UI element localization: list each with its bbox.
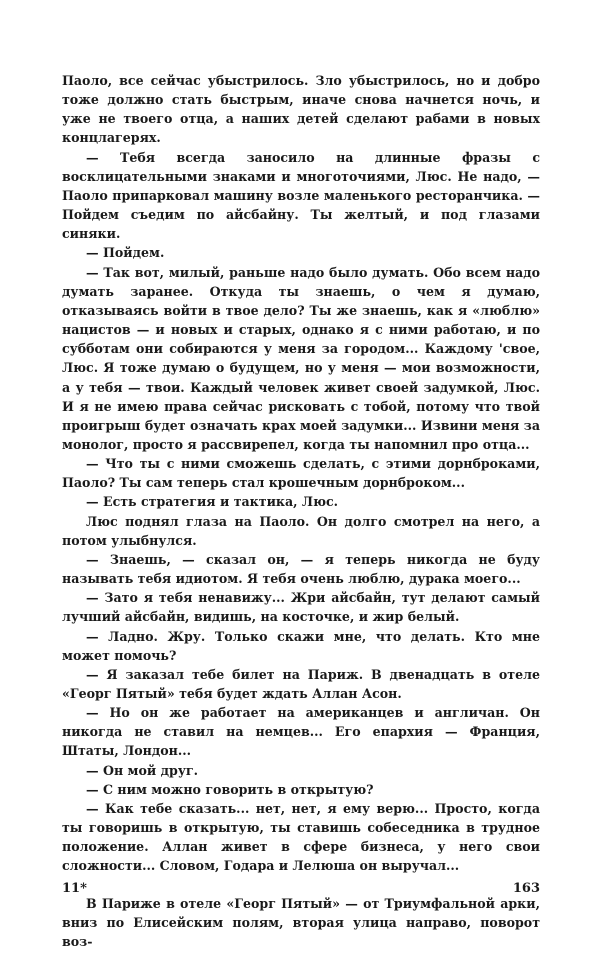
paragraph: — Знаешь, — сказал он, — я теперь никогда не буду называть тебя идиотом. Я тебя очень люблю, дурака моего... — [62, 551, 540, 587]
paragraph: Люс поднял глаза на Паоло. Он долго смотрел на него, а потом улыбнулся. — [62, 513, 540, 548]
paragraph: — Но он же работает на американцев и англичан. Он никогда не ставил на немцев... Его епархия — Франция, Штаты, Лондон... — [62, 705, 540, 759]
paragraph: — Тебя всегда заносило на длинные фразы с восклицательными знаками и многоточиями, Люс. Не надо, — Паоло припарковал машину возле маленького ресторанчика. — Пойдем съедим по айсбайну. Ты желтый, и под глазами синяки. — [62, 149, 540, 242]
paragraph: — Как тебе сказать... нет, нет, я ему верю... Просто, когда ты говоришь в открытую, ты ставишь собеседника в трудное положение. Аллан живет в сфере бизнеса, у него свои сложности... Словом, Годара и Лелюша он выручал... — [62, 800, 540, 874]
paragraph: В Париже в отеле «Георг Пятый» — от Триумфальной арки, вниз по Елисейским полям, вторая улица направо, поворот воз- — [62, 895, 540, 949]
signature-mark: 11* — [62, 881, 87, 896]
paragraph: — Ладно. Жру. Только скажи мне, что делать. Кто мне может помочь? — [62, 628, 540, 663]
page-body — [62, 71, 540, 951]
paragraph: — Зато я тебя ненавижу... Жри айсбайн, тут делают самый лучший айсбайн, видишь, на косточке, и жир белый. — [62, 590, 540, 625]
paragraph: — С ним можно говорить в открытую? — [86, 781, 374, 797]
section-gap — [62, 876, 540, 894]
page-number: 163 — [512, 881, 540, 896]
paragraph: — Что ты с ними сможешь сделать, с этими дорнброками, Паоло? Ты сам теперь стал крошечным дорнброком... — [62, 456, 540, 491]
paragraph: Паоло, все сейчас убыстрилось. Зло убыстрилось, но и добро тоже должно стать быстрым, иначе снова начнется ночь, и уже не твоего отца, а наших детей сделают рабами в новых концлагерях. — [62, 73, 540, 146]
paragraph: — Он мой друг. — [86, 762, 198, 778]
paragraph: — Я заказал тебе билет на Париж. В двенадцать в отеле «Георг Пятый» тебя будет ждать Аллан Асон. — [62, 666, 540, 701]
paragraph: — Пойдем. — [86, 245, 165, 261]
paragraph: — Есть стратегия и тактика, Люс. — [86, 494, 339, 510]
paragraph: — Так вот, милый, раньше надо было думать. Обо всем надо думать заранее. Откуда ты знаешь, о чем я думаю, отказываясь войти в твое дело? Ты же знаешь, как я «люблю» нацистов — и новых и старых, однако я с ними работаю, и по субботам они собираются у меня за городом... Каждому 'свое, Люс. Я тоже думаю о будущем, но у меня — мои возможности, а у тебя — твои. Каждый человек живет своей задумкой, Люс. И я не имею права сейчас рисковать с тобой, потому что твой проигрыш будет означать крах моей задумки... Извини меня за монолог, просто я рассвирепел, когда ты напомнил про отца... — [62, 264, 540, 452]
